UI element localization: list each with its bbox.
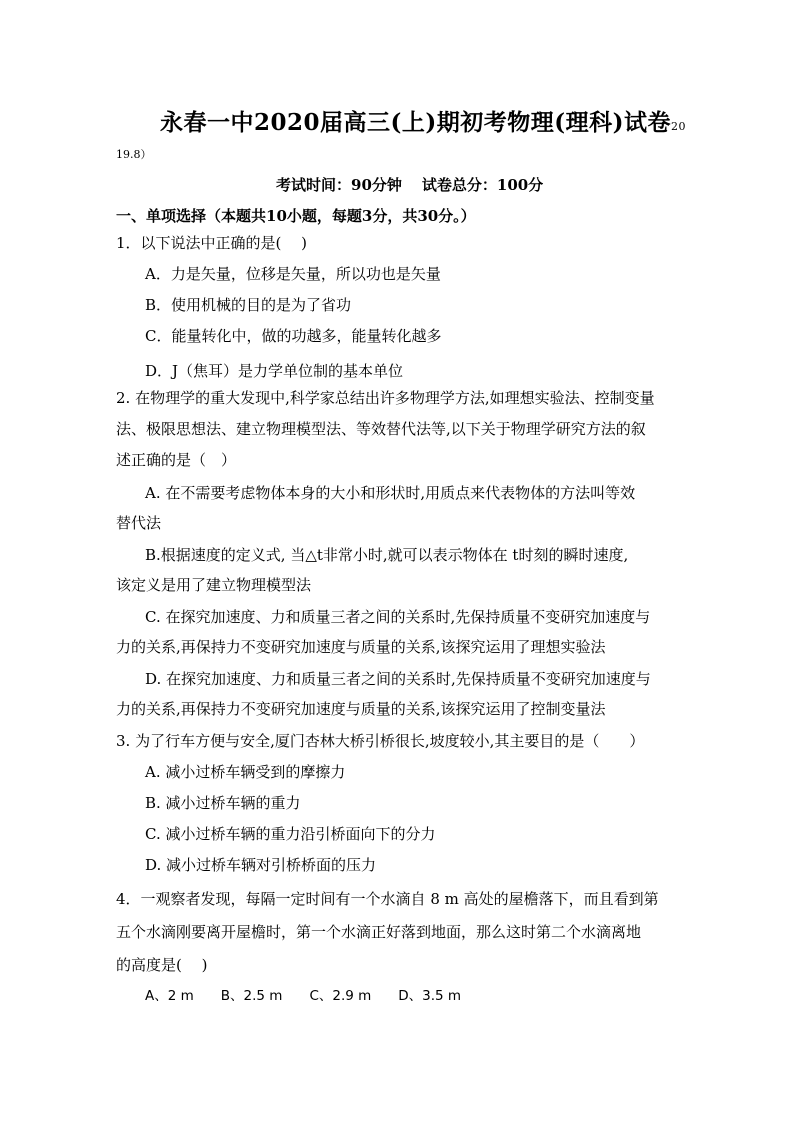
q2-stem-line1: 2. 在物理学的重大发现中,科学家总结出许多物理学方法,如理想实验法、控制变量	[116, 389, 655, 407]
q1-option-c: C．能量转化中，做的功越多，能量转化越多	[145, 327, 442, 345]
title-main: 永春一中2020届高三(上)期初考物理(理科)试卷	[160, 109, 672, 136]
title-date-continuation: 19.8）	[116, 148, 152, 161]
q3-stem: 3. 为了行车方便与安全,厦门杏林大桥引桥很长,坡度较小,其主要目的是（ ）	[116, 732, 645, 750]
q1-option-b: B．使用机械的目的是为了省功	[145, 296, 352, 314]
q2-option-b-line1: B.根据速度的定义式, 当△t非常小时,就可以表示物体在 t时刻的瞬时速度,	[145, 546, 629, 564]
title-tail: 20	[671, 120, 687, 133]
q4-options: A、2 m B、2.5 m C、2.9 m D、3.5 m	[145, 988, 462, 1004]
q2-option-c-line2: 力的关系,再保持力不变研究加速度与质量的关系,该探究运用了理想实验法	[116, 638, 606, 656]
q2-option-b-line2: 该定义是用了建立物理模型法	[116, 576, 312, 594]
q2-stem-line2: 法、极限思想法、建立物理模型法、等效替代法等,以下关于物理学研究方法的叙	[116, 420, 646, 438]
q4-stem-line3: 的高度是( )	[116, 956, 208, 974]
q3-option-d: D. 减小过桥车辆对引桥桥面的压力	[145, 856, 377, 874]
q3-option-b: B. 减小过桥车辆的重力	[145, 794, 301, 812]
q2-option-d-line1: D. 在探究加速度、力和质量三者之间的关系时,先保持质量不变研究加速度与	[145, 670, 651, 688]
q1-stem: 1．以下说法中正确的是( )	[116, 234, 308, 252]
q3-option-c: C. 减小过桥车辆的重力沿引桥面向下的分力	[145, 825, 436, 843]
q4-stem-line1: 4．一观察者发现，每隔一定时间有一个水滴自 8 m 高处的屋檐落下，而且看到第	[116, 890, 659, 908]
q4-stem-line2: 五个水滴刚要离开屋檐时，第一个水滴正好落到地面，那么这时第二个水滴离地	[116, 923, 642, 941]
q2-option-a-line2: 替代法	[116, 514, 162, 532]
exam-time: 考试时间：90分钟	[276, 176, 402, 194]
q1-option-d: D．J（焦耳）是力学单位制的基本单位	[145, 362, 404, 380]
q2-option-d-line2: 力的关系,再保持力不变研究加速度与质量的关系,该探究运用了控制变量法	[116, 700, 606, 718]
q3-option-a: A. 减小过桥车辆受到的摩擦力	[145, 763, 346, 781]
q2-stem-line3: 述正确的是（ ）	[116, 451, 237, 469]
exam-total: 试卷总分：100分	[421, 176, 544, 194]
q1-option-a: A．力是矢量，位移是矢量，所以功也是矢量	[145, 265, 441, 283]
exam-info	[276, 174, 543, 195]
page-title	[160, 104, 686, 137]
section-heading: 一、单项选择（本题共10小题，每题3分，共30分。）	[116, 207, 476, 225]
q2-option-a-line1: A. 在不需要考虑物体本身的大小和形状时,用质点来代表物体的方法叫等效	[145, 484, 636, 502]
q2-option-c-line1: C. 在探究加速度、力和质量三者之间的关系时,先保持质量不变研究加速度与	[145, 608, 651, 626]
